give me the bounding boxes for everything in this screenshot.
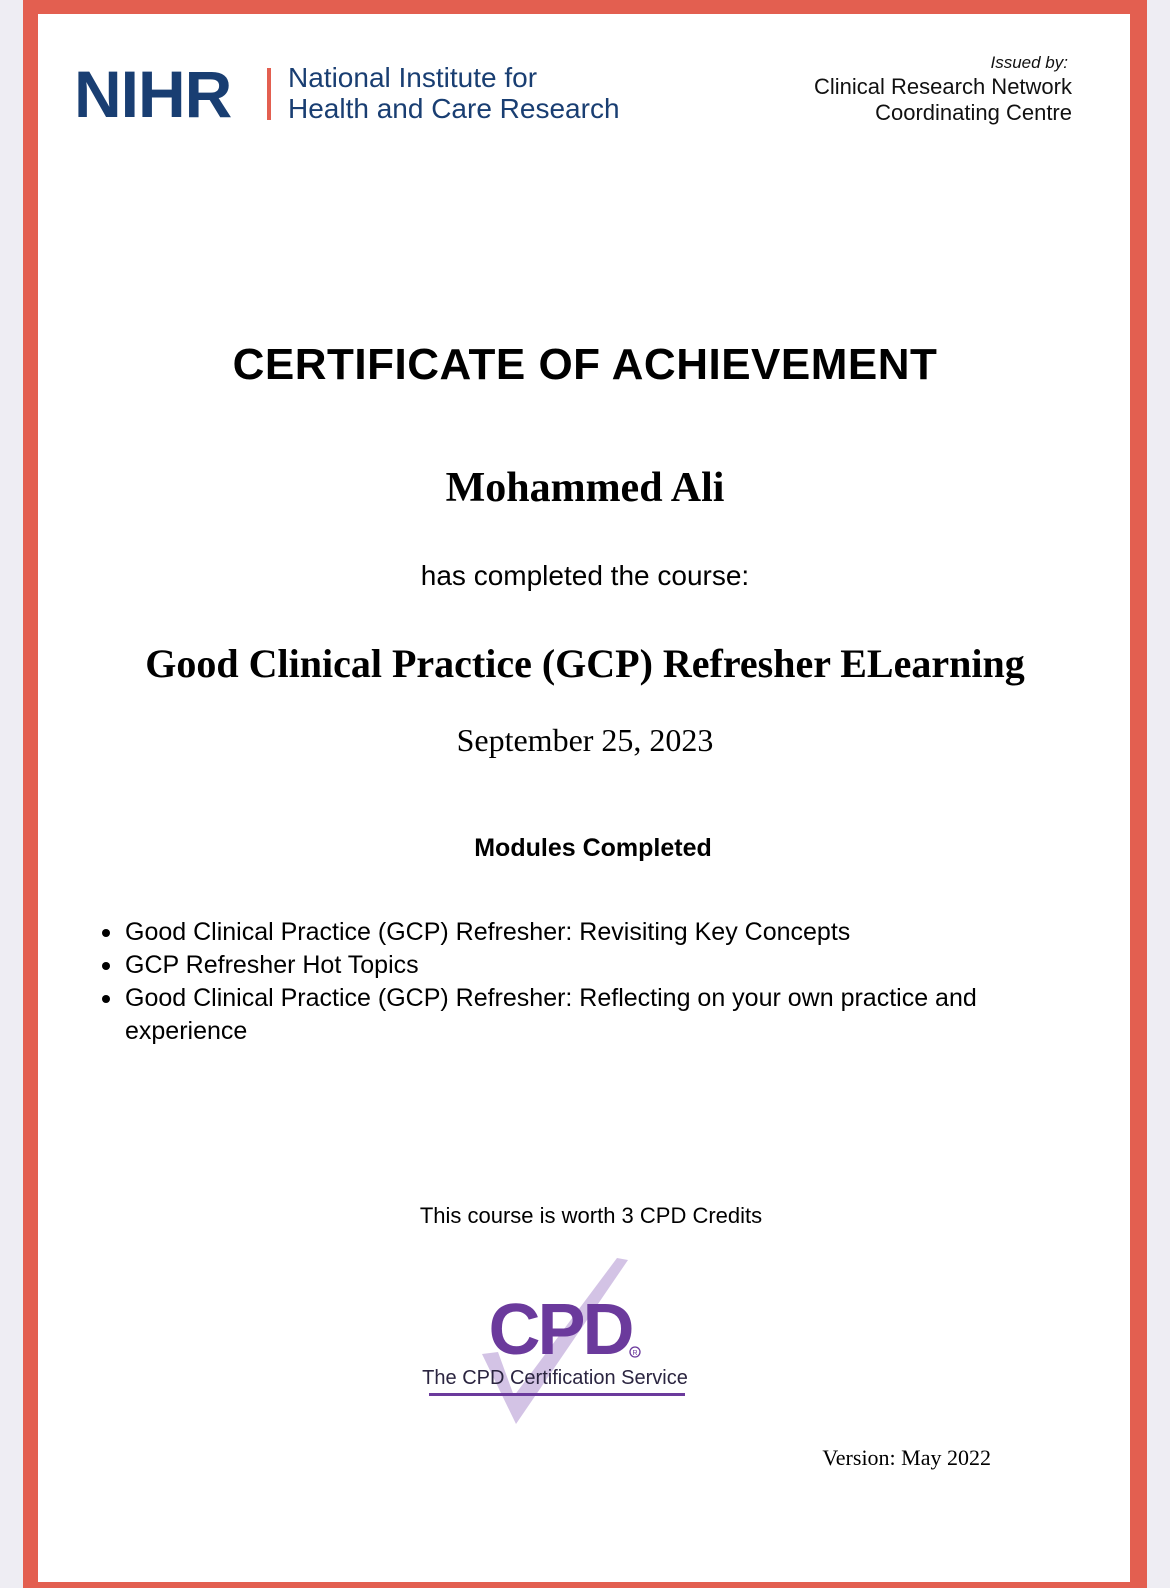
course-name: Good Clinical Practice (GCP) Refresher ELearning [145,641,1025,686]
completed-text: has completed the course: [420,560,750,591]
certificate-title: CERTIFICATE OF ACHIEVEMENT [232,340,938,389]
issuer-line2: Coordinating Centre [875,100,1072,125]
cpd-logo-text: CPD [488,1290,632,1370]
nihr-logo [74,58,634,130]
completion-date: September 25, 2023 [456,722,714,758]
recipient-name: Mohammed Ali [445,465,725,511]
nihr-logo-divider [267,68,271,120]
cpd-logo [420,1256,700,1428]
issuer-block [814,52,1072,126]
nihr-logo-mark: NIHR [74,57,232,131]
nihr-name-line2: Health and Care Research [288,93,620,124]
cpd-service-text: The CPD Certification Service [422,1367,688,1389]
module-item: Good Clinical Practice (GCP) Refresher: Revisiting Key Concepts [100,916,1060,949]
cpd-underline [429,1393,685,1396]
issuer-line1: Clinical Research Network [814,74,1072,99]
cpd-credits-text: This course is worth 3 CPD Credits [419,1203,763,1228]
issued-by-label: Issued by: [990,53,1068,72]
svg-text:R: R [632,1350,638,1357]
version-text: Version: May 2022 [822,1445,991,1470]
module-item: Good Clinical Practice (GCP) Refresher: Reflecting on your own practice and experience [100,982,1060,1048]
nihr-name-line1: National Institute for [288,62,538,93]
module-item: GCP Refresher Hot Topics [100,949,1060,982]
modules-list [100,916,1060,1048]
nihr-logo-name [288,62,620,124]
modules-heading: Modules Completed [474,834,712,862]
